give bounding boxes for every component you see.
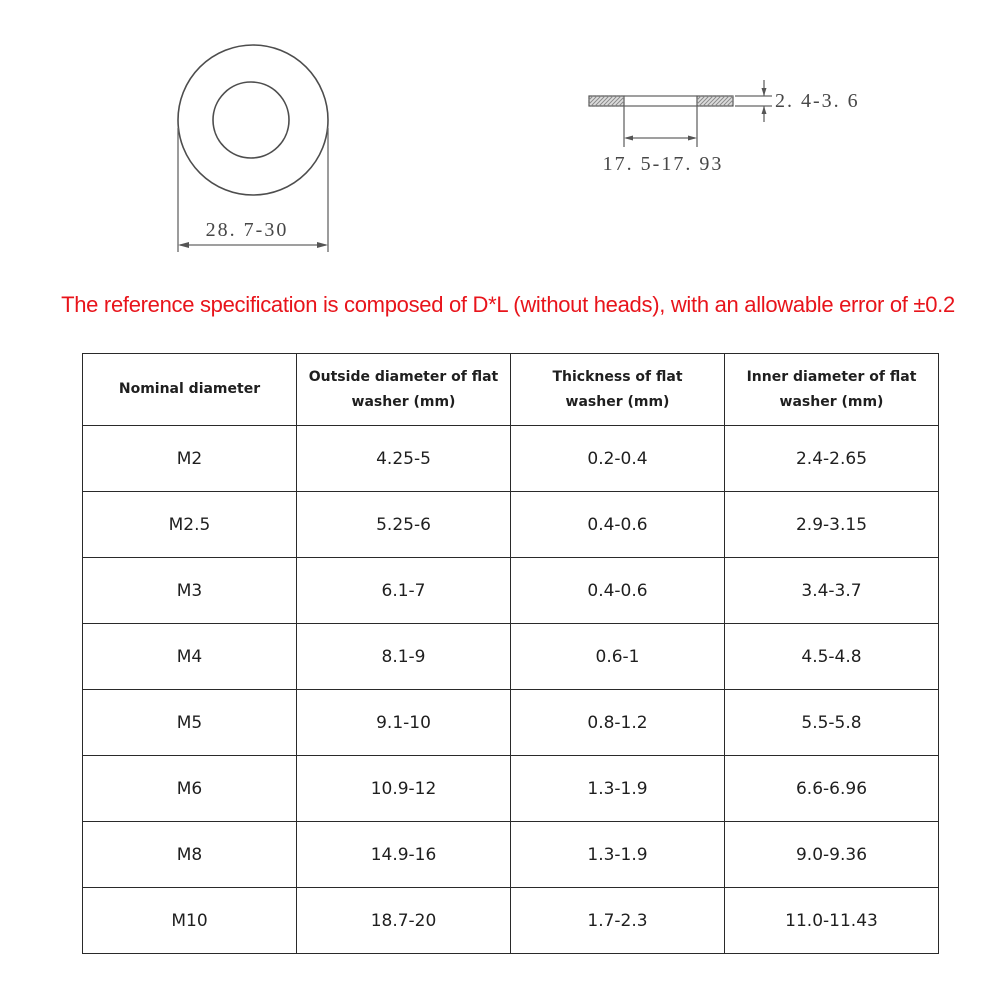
header-outside-diameter <box>297 354 511 426</box>
header-line: Outside diameter of flat <box>308 368 499 385</box>
header-line: washer (mm) <box>565 393 670 410</box>
header-line: Nominal diameter <box>118 381 261 397</box>
table-row <box>83 888 939 954</box>
inner-diameter-cell: 5.5-5.8 <box>725 690 939 756</box>
outer-diameter-label: 28. 7-30 <box>205 219 289 241</box>
thickness-cell: 0.4-0.6 <box>511 492 725 558</box>
outside-diameter-cell: 14.9-16 <box>297 822 511 888</box>
inner-diameter-cell: 6.6-6.96 <box>725 756 939 822</box>
table-body <box>83 426 939 954</box>
table-row <box>83 822 939 888</box>
table-header-row <box>83 354 939 426</box>
thickness-label: 2. 4-3. 6 <box>775 90 860 112</box>
outside-diameter-cell: 10.9-12 <box>297 756 511 822</box>
washer-section-left <box>589 96 624 106</box>
header-inner-diameter <box>725 354 939 426</box>
nominal-diameter-cell: M2.5 <box>83 492 297 558</box>
thickness-cell: 1.7-2.3 <box>511 888 725 954</box>
table-row <box>83 756 939 822</box>
washer-technical-drawing <box>0 0 1000 280</box>
thickness-cell: 0.2-0.4 <box>511 426 725 492</box>
thickness-cell: 1.3-1.9 <box>511 756 725 822</box>
outside-diameter-cell: 6.1-7 <box>297 558 511 624</box>
washer-side-view <box>589 80 860 175</box>
outside-diameter-cell: 9.1-10 <box>297 690 511 756</box>
outer-dimension-arrow-right <box>317 242 328 248</box>
table-row <box>83 690 939 756</box>
inner-diameter-cell: 4.5-4.8 <box>725 624 939 690</box>
header-nominal-diameter <box>83 354 297 426</box>
table-row <box>83 492 939 558</box>
thickness-cell: 0.8-1.2 <box>511 690 725 756</box>
table-row <box>83 624 939 690</box>
thickness-cell: 1.3-1.9 <box>511 822 725 888</box>
outside-diameter-cell: 5.25-6 <box>297 492 511 558</box>
header-line: Inner diameter of flat <box>746 368 917 385</box>
table-header <box>83 354 939 426</box>
inner-diameter-cell: 2.9-3.15 <box>725 492 939 558</box>
thickness-arrow-top <box>762 88 767 96</box>
outside-diameter-cell: 4.25-5 <box>297 426 511 492</box>
thickness-arrow-bottom <box>762 106 767 114</box>
outer-dimension-arrow-left <box>178 242 189 248</box>
inner-diameter-label: 17. 5-17. 93 <box>602 153 724 175</box>
inner-dimension-arrow-right <box>688 136 697 141</box>
nominal-diameter-cell: M3 <box>83 558 297 624</box>
header-line: Thickness of flat <box>552 368 683 385</box>
nominal-diameter-cell: M2 <box>83 426 297 492</box>
thickness-cell: 0.6-1 <box>511 624 725 690</box>
washer-spec-table <box>82 353 939 954</box>
table-row <box>83 558 939 624</box>
outside-diameter-cell: 18.7-20 <box>297 888 511 954</box>
specification-note: The reference specification is composed of D*L (without heads), with an allowable error of ±0.2 <box>61 292 955 317</box>
inner-diameter-cell: 2.4-2.65 <box>725 426 939 492</box>
nominal-diameter-cell: M5 <box>83 690 297 756</box>
washer-outer-circle <box>178 45 328 195</box>
header-line: washer (mm) <box>351 393 456 410</box>
inner-diameter-cell: 9.0-9.36 <box>725 822 939 888</box>
header-line: washer (mm) <box>779 393 884 410</box>
outside-diameter-cell: 8.1-9 <box>297 624 511 690</box>
nominal-diameter-cell: M10 <box>83 888 297 954</box>
nominal-diameter-cell: M8 <box>83 822 297 888</box>
thickness-cell: 0.4-0.6 <box>511 558 725 624</box>
table-row <box>83 426 939 492</box>
header-thickness <box>511 354 725 426</box>
inner-dimension-arrow-left <box>624 136 633 141</box>
washer-inner-circle <box>213 82 289 158</box>
inner-diameter-cell: 11.0-11.43 <box>725 888 939 954</box>
nominal-diameter-cell: M4 <box>83 624 297 690</box>
inner-diameter-cell: 3.4-3.7 <box>725 558 939 624</box>
nominal-diameter-cell: M6 <box>83 756 297 822</box>
washer-front-view <box>178 45 328 252</box>
